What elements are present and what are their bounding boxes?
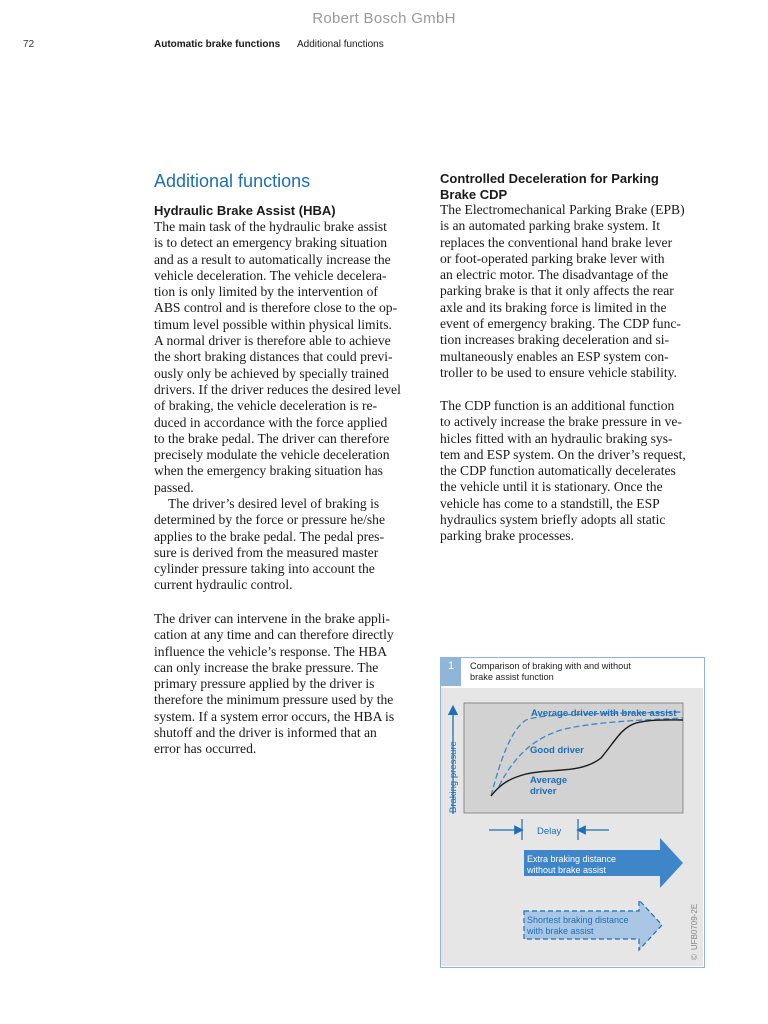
- running-head-section: Automatic brake functions: [154, 39, 281, 50]
- text-line: ously only be achieved by specially trained: [154, 365, 389, 381]
- text-line: The driver’s desired level of braking is: [168, 496, 380, 511]
- hba-paragraph-1: [154, 219, 401, 496]
- cdp-subheading-line-2: Brake CDP: [440, 187, 508, 202]
- running-head-subsection: Additional functions: [297, 39, 384, 50]
- text-line: or foot-operated parking brake lever with: [440, 250, 665, 266]
- text-line: the short braking distances that could previ-: [154, 349, 393, 365]
- text-line: influence the vehicle’s response. The HBA: [154, 643, 388, 659]
- text-line: is an automated parking brake system. It: [440, 218, 661, 234]
- publisher-name: Robert Bosch GmbH: [312, 10, 456, 27]
- figure-code: [690, 904, 699, 960]
- hba-paragraph-3: [154, 611, 394, 758]
- label-delay: Delay: [537, 826, 562, 837]
- text-line: tion increases braking deceleration and si-: [440, 332, 670, 348]
- hba-subheading: Hydraulic Brake Assist (HBA): [154, 203, 336, 218]
- label-good-driver: Good driver: [530, 745, 584, 756]
- text-line: A normal driver is therefore able to achieve: [154, 333, 391, 349]
- text-line: tem and ESP system. On the driver’s request,: [440, 446, 686, 462]
- figure-code-text: UFB0709-2E: [690, 903, 699, 951]
- text-line: hicles fitted with an hydraulic braking sys-: [440, 430, 673, 446]
- figure-number: 1: [441, 658, 461, 686]
- hba-paragraph-2: [154, 496, 385, 594]
- figure-caption: [470, 661, 631, 683]
- copyright-symbol: ©: [690, 954, 699, 960]
- label-shortest-distance-line-1: Shortest braking distance: [527, 915, 629, 925]
- text-line: therefore the minimum pressure used by the: [154, 692, 394, 708]
- label-average-driver-line-1: Average: [530, 775, 568, 786]
- label-extra-distance-line-2: without brake assist: [527, 865, 607, 875]
- text-line: cylinder pressure taking into account the: [154, 561, 375, 577]
- text-line: error has occurred.: [154, 741, 257, 757]
- text-line: primary pressure applied by the driver is: [154, 676, 375, 692]
- text-line: the vehicle until it is stationary. Once the: [440, 479, 663, 495]
- text-line: parking brake is that it only affects the rear: [440, 283, 674, 299]
- label-shortest-distance-line-2: with brake assist: [527, 926, 594, 936]
- text-line: precisely modulate the vehicle deceleration: [154, 447, 390, 463]
- cdp-paragraph-2: [440, 398, 686, 545]
- text-line: The main task of the hydraulic brake assist: [154, 219, 387, 234]
- figure-caption-line-1: Comparison of braking with and without: [470, 661, 631, 671]
- text-line: vehicle has come to a standstill, the ESP: [440, 495, 660, 511]
- shortest-distance-arrow: [524, 900, 662, 950]
- label-average-driver-line-2: driver: [530, 786, 557, 797]
- text-line: The driver can intervene in the brake appli-: [154, 611, 390, 626]
- text-line: vehicle deceleration. The vehicle decelera-: [154, 267, 387, 283]
- text-line: The CDP function is an additional function: [440, 398, 675, 413]
- text-line: tion is only limited by the intervention of: [154, 284, 378, 300]
- text-line: The Electromechanical Parking Brake (EPB): [440, 202, 685, 217]
- text-line: can only increase the brake pressure. The: [154, 659, 379, 675]
- text-line: event of emergency braking. The CDP func-: [440, 316, 681, 332]
- text-line: multaneously enables an ESP system con-: [440, 348, 669, 364]
- cdp-paragraph-1: [440, 202, 685, 381]
- text-line: ABS control and is therefore close to the op-: [154, 300, 398, 316]
- text-line: is to detect an emergency braking situation: [154, 235, 388, 251]
- section-heading: Additional functions: [154, 171, 311, 191]
- cdp-subheading-line-1: Controlled Deceleration for Parking: [440, 171, 659, 186]
- text-line: drivers. If the driver reduces the desired level: [154, 381, 401, 397]
- text-line: to actively increase the brake pressure in ve-: [440, 414, 682, 430]
- cdp-subheading: [440, 171, 659, 203]
- text-line: shutoff and the driver is informed that an: [154, 725, 377, 741]
- text-line: when the emergency braking situation has: [154, 463, 383, 479]
- text-line: and as a result to automatically increase the: [154, 251, 391, 267]
- braking-diagram: [441, 688, 703, 966]
- text-line: hydraulics system briefly adopts all static: [440, 512, 666, 528]
- text-line: current hydraulic control.: [154, 577, 293, 593]
- text-line: passed.: [154, 479, 194, 495]
- text-line: timum level possible within physical limits.: [154, 316, 392, 332]
- text-line: determined by the force or pressure he/she: [154, 512, 386, 528]
- text-line: the CDP function automatically decelerates: [440, 463, 676, 479]
- text-line: system. If a system error occurs, the HBA is: [154, 708, 395, 724]
- text-line: axle and its braking force is limited in the: [440, 299, 667, 315]
- text-line: parking brake processes.: [440, 528, 574, 544]
- text-line: duced in accordance with the force applied: [154, 414, 388, 430]
- text-line: applies to the brake pedal. The pedal pres-: [154, 528, 384, 544]
- text-line: cation at any time and can therefore directly: [154, 627, 394, 643]
- label-average-driver-with-assist: Average driver with brake assist: [531, 708, 677, 719]
- page-number: 72: [23, 39, 35, 50]
- text-line: of braking, the vehicle deceleration is re-: [154, 398, 378, 414]
- text-line: replaces the conventional hand brake lever: [440, 234, 673, 250]
- text-line: troller to be used to ensure vehicle stability.: [440, 364, 677, 380]
- text-line: to the brake pedal. The driver can therefore: [154, 430, 390, 446]
- text-line: an electric motor. The disadvantage of the: [440, 267, 669, 283]
- figure-caption-line-2: brake assist function: [470, 672, 554, 682]
- label-extra-distance-line-1: Extra braking distance: [527, 854, 617, 864]
- text-line: sure is derived from the measured master: [154, 544, 379, 560]
- y-axis-label: Braking pressure: [448, 741, 459, 813]
